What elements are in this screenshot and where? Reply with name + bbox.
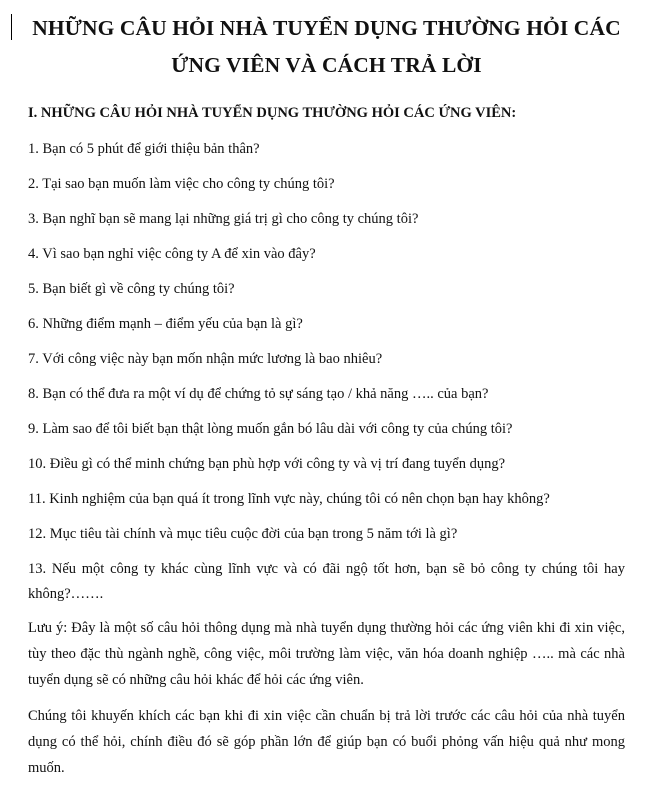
question-item: 6. Những điểm mạnh – điểm yếu của bạn là gì? — [28, 316, 303, 332]
note-paragraph: Lưu ý: Đây là một số câu hỏi thông dụng mà nhà tuyển dụng thường hỏi các ứng viên khi đi xin việc, tùy theo đặc thù ngành nghề, công việc, môi trường làm việc, văn hóa doanh nghiệp ….. mà các nhà tuyển dụng sẽ có những câu hỏi khác để hỏi các ứng viên. — [28, 620, 625, 688]
question-item: 9. Làm sao để tôi biết bạn thật lòng muốn gắn bó lâu dài với công ty của chúng tôi? — [28, 421, 513, 437]
title-line-2: ỨNG VIÊN VÀ CÁCH TRẢ LỜI — [171, 53, 482, 77]
advice-paragraph: Chúng tôi khuyến khích các bạn khi đi xin việc cần chuẩn bị trả lời trước các câu hỏi của nhà tuyển dụng có thể hỏi, chính điều đó sẽ góp phần lớn để giúp bạn có buổi phỏng vấn hiệu quả như mong muốn. — [28, 708, 625, 776]
question-item: 1. Bạn có 5 phút để giới thiệu bản thân? — [28, 141, 260, 157]
question-item: 13. Nếu một công ty khác cùng lĩnh vực và có đãi ngộ tốt hơn, bạn sẽ bỏ công ty chúng tôi hay không?……. — [28, 561, 625, 602]
text-cursor — [11, 14, 12, 40]
question-item: 2. Tại sao bạn muốn làm việc cho công ty chúng tôi? — [28, 176, 335, 192]
question-item: 12. Mục tiêu tài chính và mục tiêu cuộc đời của bạn trong 5 năm tới là gì? — [28, 526, 458, 542]
question-item: 8. Bạn có thể đưa ra một ví dụ để chứng tỏ sự sáng tạo / khả năng ….. của bạn? — [28, 386, 489, 402]
question-item: 10. Điều gì có thể minh chứng bạn phù hợp với công ty và vị trí đang tuyển dụng? — [28, 456, 506, 472]
question-item: 5. Bạn biết gì về công ty chúng tôi? — [28, 281, 235, 297]
title-line-1: NHỮNG CÂU HỎI NHÀ TUYỂN DỤNG THƯỜNG HỎI CÁC — [32, 16, 621, 40]
question-item: 11. Kinh nghiệm của bạn quá ít trong lĩnh vực này, chúng tôi có nên chọn bạn hay không? — [28, 491, 550, 507]
question-item: 7. Với công việc này bạn mốn nhận mức lương là bao nhiêu? — [28, 351, 383, 367]
question-list — [28, 139, 625, 607]
question-item: 3. Bạn nghĩ bạn sẽ mang lại những giá trị gì cho công ty chúng tôi? — [28, 211, 419, 227]
question-item: 4. Vì sao bạn nghỉ việc công ty A để xin vào đây? — [28, 246, 316, 262]
document-title — [28, 0, 625, 84]
section-heading: I. NHỮNG CÂU HỎI NHÀ TUYỂN DỤNG THƯỜNG HỎI CÁC ỨNG VIÊN: — [28, 105, 517, 121]
